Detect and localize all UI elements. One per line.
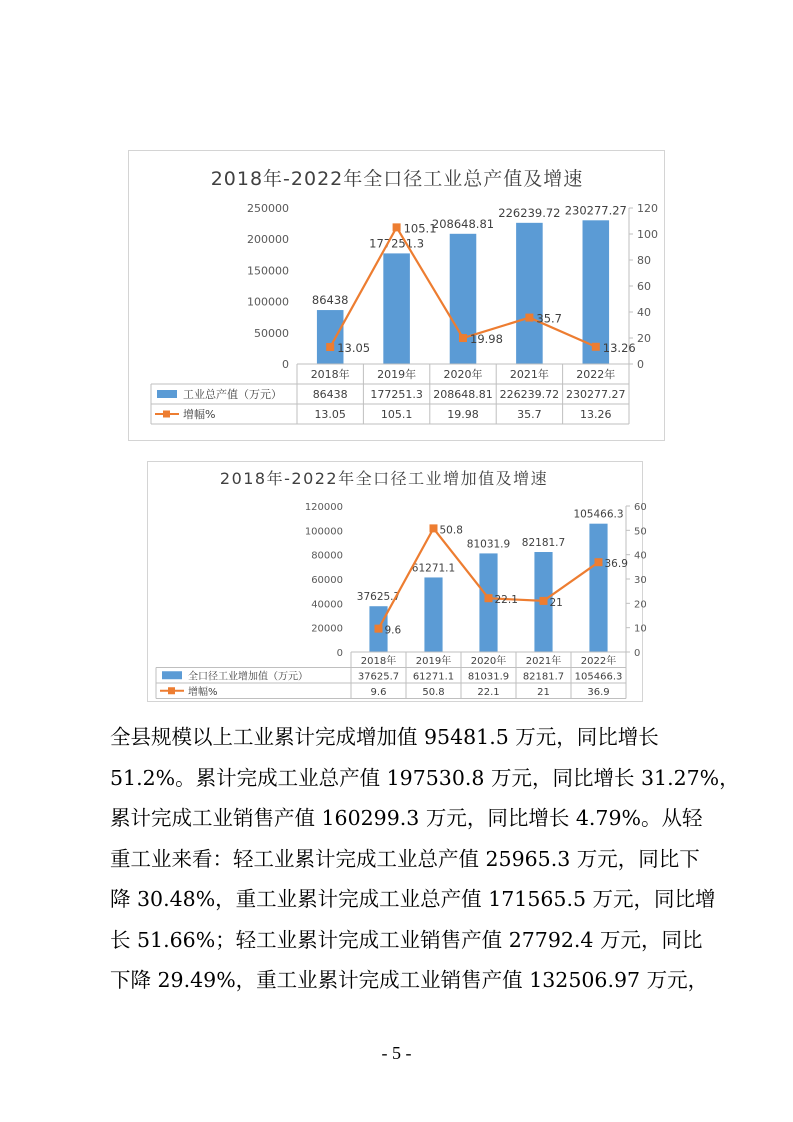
y-right-tick-label: 60 xyxy=(637,280,651,293)
growth-point xyxy=(525,314,533,322)
category-label: 2022年 xyxy=(576,368,616,381)
table-cell-growth-value: 36.9 xyxy=(587,686,610,698)
table-cell-growth-value: 22.1 xyxy=(477,686,500,698)
table-cell-growth-value: 50.8 xyxy=(422,686,445,698)
table-cell-bar-value: 105466.3 xyxy=(574,671,623,683)
legend-key-marker xyxy=(163,411,170,418)
growth-data-label: 50.8 xyxy=(439,524,463,537)
category-label: 2018年 xyxy=(360,655,397,667)
y-left-tick-label: 100000 xyxy=(247,295,289,309)
growth-point xyxy=(540,597,548,605)
bar-data-label: 61271.1 xyxy=(411,562,456,575)
growth-data-label: 19.98 xyxy=(470,332,503,347)
y-left-tick-label: 20000 xyxy=(311,623,343,635)
y-right-tick-label: 10 xyxy=(634,623,647,635)
growth-data-label: 21 xyxy=(549,596,563,609)
table-cell-bar-value: 82181.7 xyxy=(522,671,565,683)
body-line: 降 30.48%，重工业累计完成工业总产值 171565.5 万元，同比增 xyxy=(110,887,716,911)
y-right-tick-label: 120 xyxy=(637,202,658,215)
bar-data-label: 82181.7 xyxy=(521,537,566,550)
y-left-tick-label: 40000 xyxy=(311,599,343,611)
legend-label-line: 增幅% xyxy=(188,686,218,698)
bar-data-label: 177251.3 xyxy=(369,236,425,251)
y-left-tick-label: 150000 xyxy=(247,264,289,278)
y-left-tick-label: 0 xyxy=(282,358,289,371)
y-right-tick-label: 0 xyxy=(634,648,641,659)
category-label: 2020年 xyxy=(470,655,507,667)
body-line: 累计完成工业销售产值 160299.3 万元，同比增长 4.79%。从轻 xyxy=(110,806,703,830)
growth-data-label: 13.05 xyxy=(337,341,371,356)
table-cell-bar-value: 226239.72 xyxy=(499,388,560,401)
growth-point xyxy=(375,625,383,633)
y-left-tick-label: 250000 xyxy=(247,202,289,215)
table-cell-bar-value: 177251.3 xyxy=(370,388,423,401)
table-cell-bar-value: 81031.9 xyxy=(467,671,510,683)
growth-data-label: 35.7 xyxy=(536,311,563,326)
table-cell-bar-value: 37625.7 xyxy=(357,671,400,683)
legend-key-bar xyxy=(157,390,177,398)
legend-label-bar: 全口径工业增加值（万元） xyxy=(188,671,308,683)
growth-point xyxy=(485,594,493,602)
bar xyxy=(516,223,543,364)
y-left-tick-label: 0 xyxy=(336,648,343,659)
growth-point xyxy=(430,524,438,532)
y-right-tick-label: 30 xyxy=(634,575,647,586)
body-line: 下降 29.49%，重工业累计完成工业销售产值 132506.97 万元， xyxy=(110,968,709,992)
chart-title: 2018年-2022年全口径工业总产值及增速 xyxy=(210,168,584,190)
table-cell-growth-value: 13.05 xyxy=(314,408,346,421)
growth-data-label: 105.1 xyxy=(403,221,437,236)
body-line: 全县规模以上工业累计完成增加值 95481.5 万元，同比增长 xyxy=(110,725,659,749)
category-label: 2022年 xyxy=(580,655,617,667)
category-label: 2019年 xyxy=(415,655,452,667)
bar xyxy=(589,524,607,652)
y-right-tick-label: 40 xyxy=(634,550,647,562)
y-left-tick-label: 50000 xyxy=(254,326,289,340)
bar xyxy=(383,253,410,364)
y-right-tick-label: 0 xyxy=(637,358,644,371)
category-label: 2020年 xyxy=(443,368,483,381)
chart-total-output-svg xyxy=(129,151,664,440)
growth-data-label: 22.1 xyxy=(494,594,518,607)
bar-data-label: 86438 xyxy=(311,293,349,308)
body-line: 重工业来看：轻工业累计完成工业总产值 25965.3 万元，同比下 xyxy=(110,846,700,871)
y-left-tick-label: 200000 xyxy=(247,233,289,247)
table-cell-bar-value: 208648.81 xyxy=(433,388,493,401)
table-cell-growth-value: 9.6 xyxy=(370,686,387,698)
growth-point xyxy=(393,223,401,231)
y-right-tick-label: 100 xyxy=(637,228,658,241)
chart-value-added xyxy=(147,461,647,702)
table-cell-growth-value: 21 xyxy=(537,686,550,698)
bar-data-label: 208648.81 xyxy=(431,216,495,231)
bar-data-label: 81031.9 xyxy=(466,538,511,551)
bar-data-label: 230277.27 xyxy=(564,203,627,218)
growth-data-label: 13.26 xyxy=(602,340,636,355)
chart-total-output xyxy=(128,150,665,441)
growth-point xyxy=(592,343,600,351)
bar xyxy=(317,310,344,364)
y-left-tick-label: 60000 xyxy=(311,575,343,586)
y-left-tick-label: 100000 xyxy=(304,526,343,538)
table-cell-bar-value: 61271.1 xyxy=(412,671,455,683)
y-right-tick-label: 20 xyxy=(634,599,647,611)
table-cell-bar-value: 230277.27 xyxy=(566,388,626,401)
y-right-tick-label: 50 xyxy=(634,526,647,538)
table-cell-growth-value: 19.98 xyxy=(447,408,479,421)
category-label: 2019年 xyxy=(377,368,417,381)
y-right-tick-label: 20 xyxy=(637,332,651,345)
body-line: 长 51.66%；轻工业累计完成工业销售产值 27792.4 万元，同比 xyxy=(110,927,703,952)
body-line: 51.2%。累计完成工业总产值 197530.8 万元，同比增长 31.27%， xyxy=(110,765,740,790)
category-label: 2021年 xyxy=(509,368,549,381)
legend-label-line: 增幅% xyxy=(183,408,216,421)
table-cell-bar-value: 86438 xyxy=(312,388,348,401)
y-right-tick-label: 80 xyxy=(637,254,651,267)
bar xyxy=(424,577,442,652)
table-cell-growth-value: 13.26 xyxy=(580,408,612,421)
growth-data-label: 9.6 xyxy=(384,624,402,637)
y-left-tick-label: 80000 xyxy=(311,550,343,562)
body-paragraph xyxy=(110,717,740,1001)
y-left-tick-label: 120000 xyxy=(304,502,343,513)
bar-data-label: 37625.7 xyxy=(356,591,401,604)
legend-label-bar: 工业总产值（万元） xyxy=(183,388,282,401)
y-right-tick-label: 40 xyxy=(637,306,651,319)
category-label: 2021年 xyxy=(525,655,562,667)
category-label: 2018年 xyxy=(310,368,350,381)
growth-point xyxy=(326,343,334,351)
growth-point xyxy=(459,334,467,342)
bar-data-label: 105466.3 xyxy=(573,508,624,521)
chart-title: 2018年-2022年全口径工业增加值及增速 xyxy=(219,469,549,488)
page-number: - 5 - xyxy=(381,1043,412,1063)
table-cell-growth-value: 105.1 xyxy=(380,408,413,421)
growth-point xyxy=(595,558,603,566)
table-cell-growth-value: 35.7 xyxy=(517,408,542,421)
chart-value-added-svg xyxy=(148,462,647,701)
bar-data-label: 226239.72 xyxy=(498,205,561,220)
growth-data-label: 36.9 xyxy=(604,558,628,571)
y-right-tick-label: 60 xyxy=(634,502,647,513)
legend-key-bar xyxy=(162,671,182,679)
legend-key-marker xyxy=(168,687,175,694)
